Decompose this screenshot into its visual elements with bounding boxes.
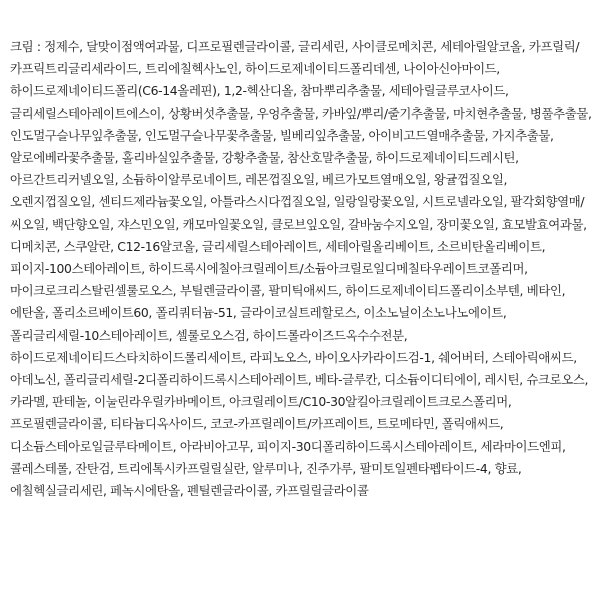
ingredient-list-text: 크림 : 정제수, 달맞이점액여과물, 디프로필렌글라이콜, 글리세린, 사이클로메치콘, 세테아릴알코올, 카프릴릭/카프릭트리글리세라이드, 트리에칠헥사노인, 하이드로제네이티드폴리데센, 나이아신아마이드, 하이드로제네이티드폴리(C6-14올레핀), 1,2-헥산디올, 참마뿌리추출물, 세테아릴글루코사이드, 글리세릴스테아레이트에스이, 상황버섯추출물, 우엉추출물, 카바잎/뿌리/줄기추출물, 마치현추출물, 병풀추출물, 인도멀구슬나무잎추출물, 인도멀구슬나무꽃추출물, 빌베리잎추출물, 아이비고드열매추출물, 가지추출물, 알로에베라꽃추출물, 홀리바실잎추출물, 강황추출물, 참산호말추출물, 하이드로제네이티드레시틴, 아르간트리커넬오일, 소듐하이알루로네이트, 레몬껍질오일, 베르가모트열매오일, 왕귤껍질오일, 오렌지껍질오일, 센티드제라늄꽃오일, 아틀라스시다껍질오일, 일랑일랑꽃오일, 시트로넬라오일, 팔각회향열매/씨오일, 백단향오일, 쟈스민오일, 캐모마일꽃오일, 클로브잎오일, 갈바눔수지오일, 장미꽃오일, 효모발효여과물, 디메치콘, 스쿠알란, C12-16알코올, 글리세릴스테아레이트, 세테아릴올리베이트, 소르비탄올리베이트, 피이지-100스테아레이트, 하이드록시에칠아크릴레이트/소듐아크릴로일디메칠타우레이트코폴리머, 마이크로크리스탈린셀룰로오스, 부틸렌글라이콜, 팔미틱애씨드, 하이드로제네이티드폴리이소부텐, 베타인, 에탄올, 폴리소르베이트60, 폴리쿼터늄-51, 글라이코실트레할로스, 이소노닐이소노나노에이트, 폴리글리세릴-10스테아레이트, 셀룰로오스검, 하이드롤라이즈드옥수수전분, 하이드로제네이티드스타치하이드롤리세이트, 라피노오스, 바이오사카라이드검-1, 쉐어버터, 스테아릭애씨드, 아데노신, 폴리글리세릴-2디폴리하이드록시스테아레이트, 베타-글루칸, 디소듐이디티에이, 레시틴, 슈크로오스, 카라멜, 판테놀, 이눌린라우릴카바메이트, 아크릴레이트/C10-30알킬아크릴레이트크로스폴리머, 프로필렌글라이콜, 티타늄디옥사이드, 코코-카프릴레이트/카프레이트, 트로메타민, 폴릭애씨드, 디소듐스테아로일글루타메이트, 아라비아고무, 피이지-30디폴리하이드록시스테아레이트, 세라마이드엔피, 콜레스테롤, 잔탄검, 트리에톡시카프릴릴실란, 알루미나, 진주가루, 팔미토일펜타펩타이드-4, 향료, 에칠헥실글리세린, 페녹시에탄올, 펜틸렌글라이콜, 카프릴릴글라이콜 bbox=[10, 39, 592, 499]
ingredient-document bbox=[10, 0, 592, 600]
